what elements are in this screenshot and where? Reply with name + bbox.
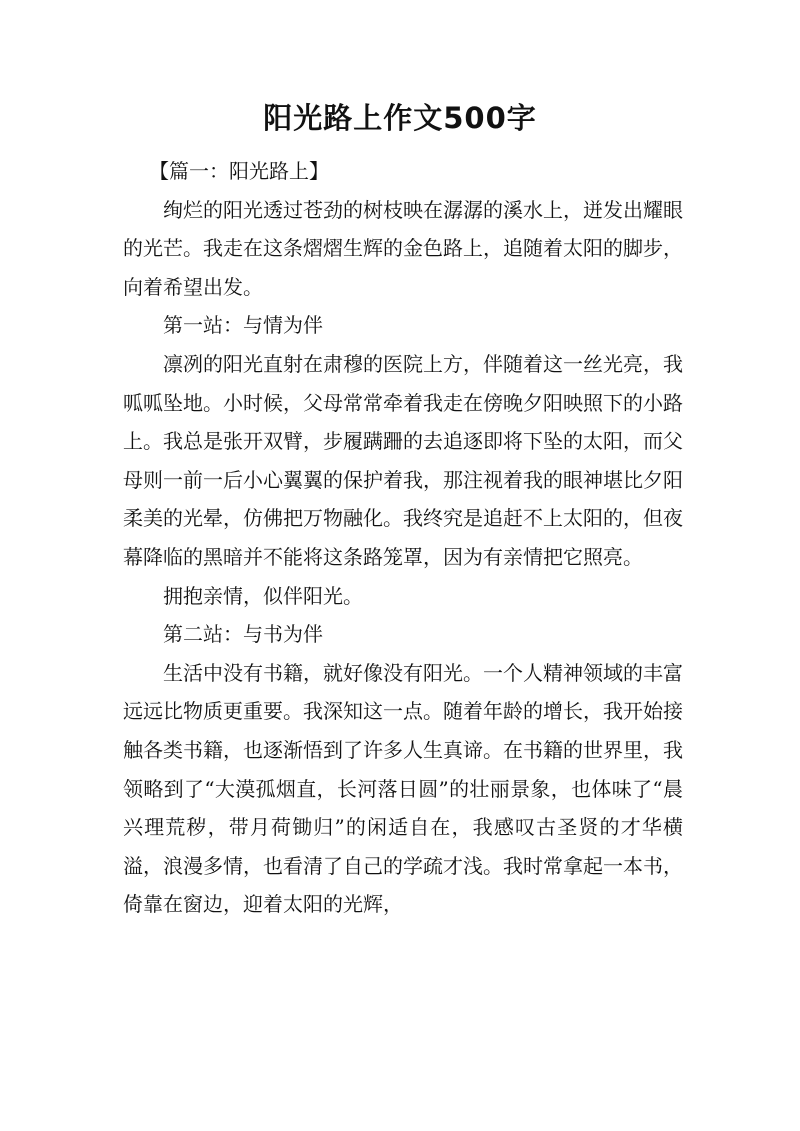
subsection-heading: 第二站：与书为伴 xyxy=(163,622,323,647)
paragraph: 拥抱亲情，似伴阳光。 xyxy=(163,583,363,608)
subsection-heading: 第一站：与情为伴 xyxy=(163,313,323,338)
section-heading: 【篇一：阳光路上】 xyxy=(149,159,329,183)
paragraph: 绚烂的阳光透过苍劲的树枝映在潺潺的溪水上，迸发出耀眼的光芒。我走在这条熠熠生辉的金色路上，追随着太阳的脚步，向着希望出发。 xyxy=(123,197,683,299)
paragraph: 生活中没有书籍，就好像没有阳光。一个人精神领域的丰富远远比物质更重要。我深知这一点。随着年龄的增长，我开始接触各类书籍，也逐渐悟到了许多人生真谛。在书籍的世界里，我领略到了“大漠孤烟直，长河落日圆”的壮丽景象，也体味了“晨兴理荒秽，带月荷锄归”的闲适自在，我感叹古圣贤的才华横溢，浪漫多情，也看清了自己的学疏才浅。我时常拿起一本书，倚靠在窗边，迎着太阳的光辉， xyxy=(123,660,683,917)
document-body xyxy=(123,152,683,924)
paragraph: 凛冽的阳光直射在肃穆的医院上方，伴随着这一丝光亮，我呱呱坠地。小时候，父母常常牵着我走在傍晚夕阳映照下的小路上。我总是张开双臂，步履蹒跚的去追逐即将下坠的太阳，而父母则一前一后小心翼翼的保护着我，那注视着我的眼神堪比夕阳柔美的光晕，仿佛把万物融化。我终究是追赶不上太阳的，但夜幕降临的黑暗并不能将这条路笼罩，因为有亲情把它照亮。 xyxy=(123,351,683,569)
document-title: 阳光路上作文500字 xyxy=(263,101,537,135)
